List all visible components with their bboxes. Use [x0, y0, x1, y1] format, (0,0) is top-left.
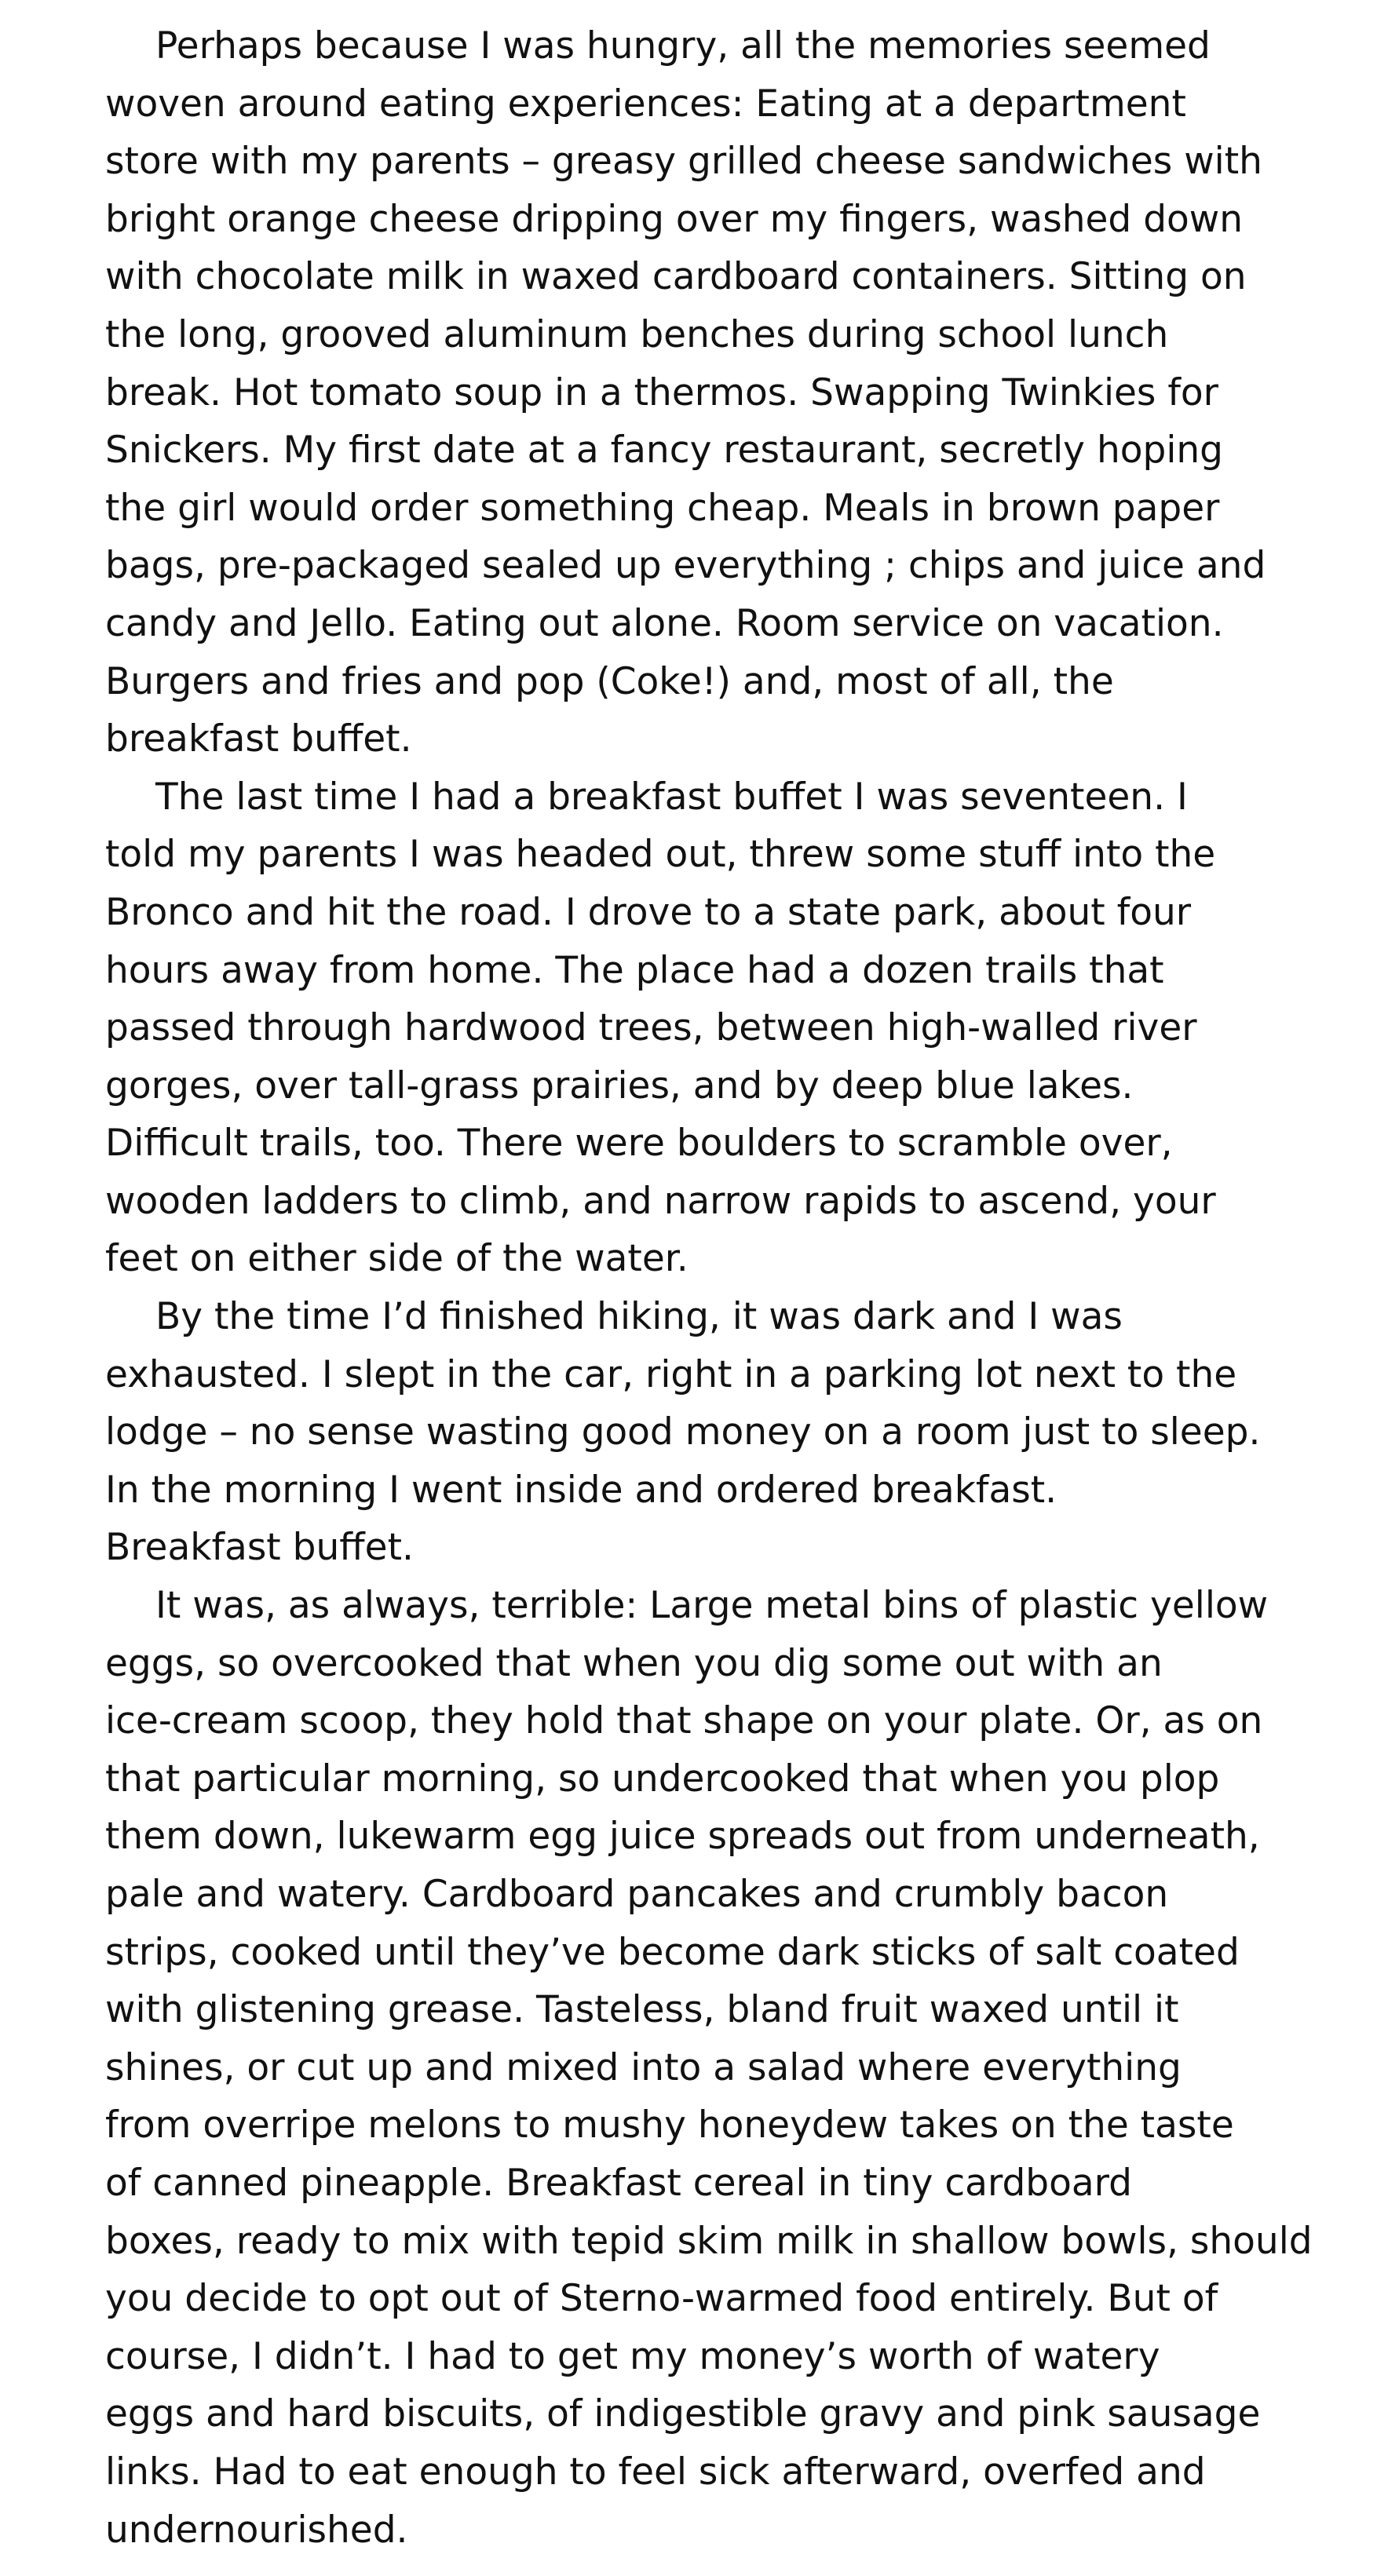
paragraph-line: told my parents I was headed out, threw some stuff into the: [105, 833, 1216, 877]
paragraph: [105, 1288, 1298, 1577]
paragraph-line: store with my parents – greasy grilled cheese sandwiches with: [105, 140, 1262, 184]
paragraph-line: passed through hardwood trees, between high-walled river: [105, 1006, 1197, 1050]
paragraph-line: course, I didn’t. I had to get my money’s worth of watery: [105, 2334, 1160, 2378]
paragraph-line: links. Had to eat enough to feel sick afterward, overfed and: [105, 2450, 1206, 2494]
paragraph-line: shines, or cut up and mixed into a salad where everything: [105, 2045, 1182, 2089]
paragraph-line: eggs, so overcooked that when you dig some out with an: [105, 1641, 1163, 1685]
paragraph-line: hours away from home. The place had a dozen trails that: [105, 948, 1164, 992]
paragraph-line: exhausted. I slept in the car, right in a parking lot next to the: [105, 1352, 1237, 1396]
paragraph: [105, 17, 1298, 768]
paragraph-line: Snickers. My first date at a fancy restaurant, secretly hoping: [105, 429, 1223, 473]
paragraph-first-line: The last time I had a breakfast buffet I was seventeen. I: [155, 775, 1188, 819]
paragraph-line: wooden ladders to climb, and narrow rapids to ascend, your: [105, 1179, 1216, 1223]
paragraph-first-line: It was, as always, terrible: Large metal bins of plastic yellow: [155, 1584, 1269, 1628]
paragraph-line: candy and Jello. Eating out alone. Room service on vacation.: [105, 601, 1224, 645]
paragraph-line: that particular morning, so undercooked that when you plop: [105, 1757, 1220, 1801]
paragraph-line: bright orange cheese dripping over my fingers, washed down: [105, 197, 1244, 241]
paragraph-line: break. Hot tomato soup in a thermos. Swapping Twinkies for: [105, 370, 1218, 414]
paragraph-line: Burgers and fries and pop (Coke!) and, most of all, the: [105, 659, 1114, 703]
paragraph-first-line: Perhaps because I was hungry, all the memories seemed: [155, 24, 1211, 68]
paragraph-line: woven around eating experiences: Eating at a department: [105, 82, 1186, 126]
paragraph-line: boxes, ready to mix with tepid skim milk in shallow bowls, should: [105, 2219, 1313, 2263]
paragraph-line: strips, cooked until they’ve become dark sticks of salt coated: [105, 1930, 1240, 1974]
paragraph-line: breakfast buffet.: [105, 717, 412, 761]
paragraph-line: the long, grooved aluminum benches during school lunch: [105, 312, 1169, 356]
paragraph: [105, 1577, 1313, 2559]
paragraph-line: from overripe melons to mushy honeydew takes on the taste: [105, 2103, 1234, 2147]
paragraph-line: them down, lukewarm egg juice spreads out from underneath,: [105, 1815, 1260, 1859]
paragraph-line: the girl would order something cheap. Meals in brown paper: [105, 486, 1220, 530]
paragraph-first-line: By the time I’d finished hiking, it was dark and I was: [155, 1295, 1123, 1339]
paragraph-line: with glistening grease. Tasteless, bland fruit waxed until it: [105, 1988, 1179, 2032]
paragraph-line: ice-cream scoop, they hold that shape on your plate. Or, as on: [105, 1699, 1263, 1743]
paragraph-line: lodge – no sense wasting good money on a room just to sleep.: [105, 1410, 1261, 1454]
paragraph-line: undernourished.: [105, 2508, 408, 2552]
document-text: [105, 17, 1313, 2559]
paragraph-line: of canned pineapple. Breakfast cereal in tiny cardboard: [105, 2161, 1133, 2205]
paragraph-line: pale and watery. Cardboard pancakes and crumbly bacon: [105, 1873, 1169, 1916]
paragraph: [105, 768, 1298, 1288]
paragraph-line: Breakfast buffet.: [105, 1526, 414, 1570]
paragraph-line: eggs and hard biscuits, of indigestible gravy and pink sausage: [105, 2392, 1261, 2436]
paragraph-line: Bronco and hit the road. I drove to a state park, about four: [105, 890, 1192, 934]
paragraph-line: gorges, over tall-grass prairies, and by deep blue lakes.: [105, 1064, 1134, 1107]
paragraph-line: you decide to opt out of Sterno-warmed food entirely. But of: [105, 2277, 1218, 2321]
paragraph-line: bags, pre-packaged sealed up everything ; chips and juice and: [105, 544, 1266, 588]
paragraph-line: In the morning I went inside and ordered breakfast.: [105, 1468, 1057, 1512]
paragraph-line: Difficult trails, too. There were boulders to scramble over,: [105, 1122, 1173, 1166]
paragraph-line: with chocolate milk in waxed cardboard containers. Sitting on: [105, 255, 1247, 299]
paragraph-line: feet on either side of the water.: [105, 1237, 688, 1281]
